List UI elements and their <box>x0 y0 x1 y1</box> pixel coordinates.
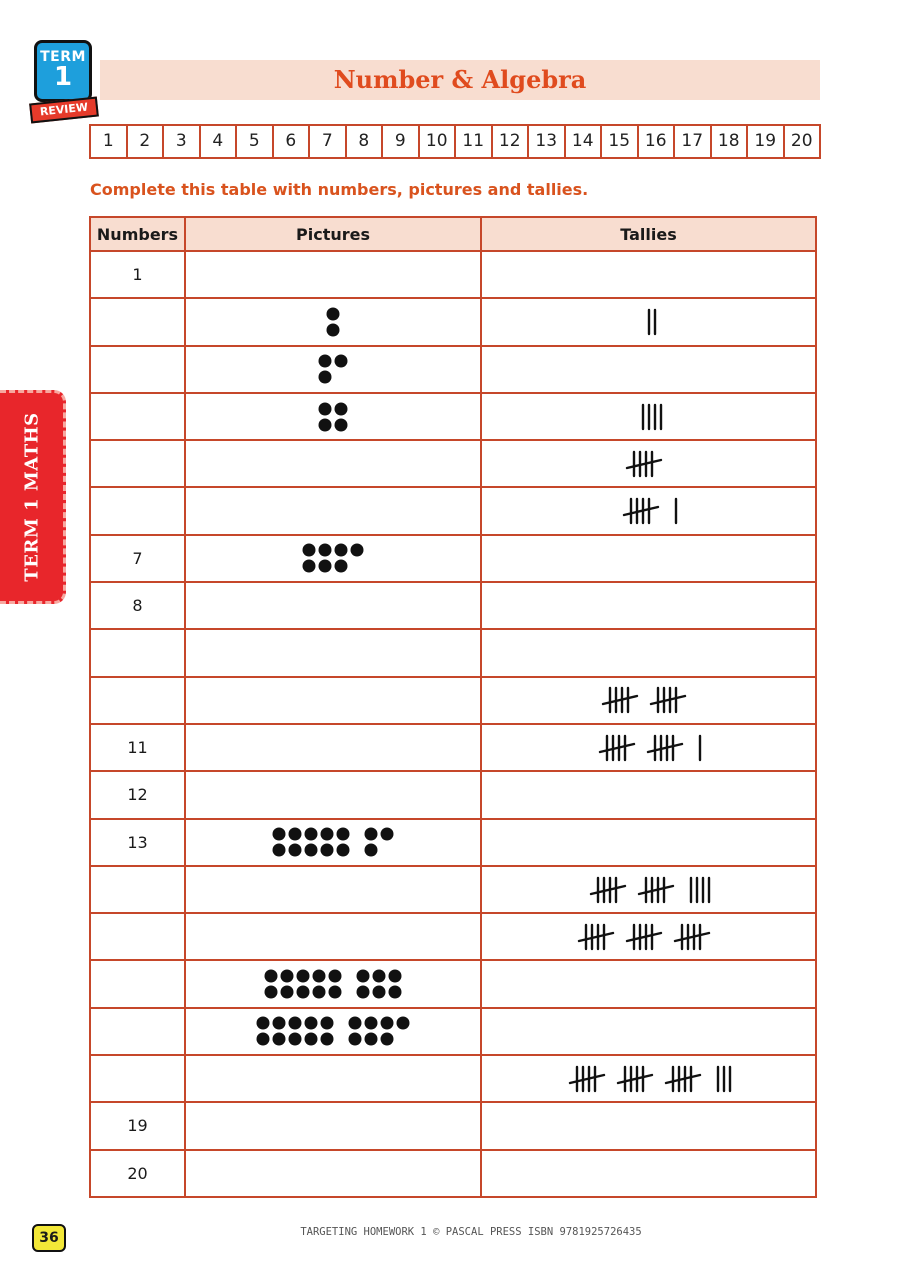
table-row <box>91 865 815 912</box>
picture-dot <box>297 970 310 983</box>
picture-dot <box>257 1033 270 1046</box>
number-cell[interactable] <box>91 630 186 675</box>
picture-dot <box>357 986 370 999</box>
strip-number: 19 <box>748 126 785 157</box>
table-row <box>91 628 815 675</box>
pictures-cell[interactable] <box>186 347 482 392</box>
picture-dot <box>335 560 348 573</box>
pictures-cell[interactable] <box>186 725 482 770</box>
table-row <box>91 439 815 486</box>
tallies-cell[interactable] <box>482 867 815 912</box>
picture-dot <box>273 844 286 857</box>
picture-dot <box>335 544 348 557</box>
picture-dot <box>389 986 402 999</box>
picture-dot <box>281 970 294 983</box>
table-row <box>91 818 815 865</box>
pictures-cell[interactable] <box>186 867 482 912</box>
tallies-cell[interactable] <box>482 725 815 770</box>
picture-dot <box>327 323 340 336</box>
side-tab-label: TERM 1 MATHS <box>21 412 42 582</box>
tallies-cell[interactable] <box>482 820 815 865</box>
pictures-cell[interactable] <box>186 1056 482 1101</box>
number-cell[interactable]: 13 <box>91 820 186 865</box>
strip-number: 2 <box>128 126 165 157</box>
number-cell[interactable] <box>91 678 186 723</box>
tallies-cell[interactable] <box>482 1103 815 1148</box>
page-number: 36 <box>32 1224 66 1252</box>
picture-dot <box>351 544 364 557</box>
picture-dot <box>305 828 318 841</box>
pictures-cell[interactable] <box>186 583 482 628</box>
number-cell[interactable]: 8 <box>91 583 186 628</box>
pictures-cell[interactable] <box>186 961 482 1006</box>
number-cell[interactable] <box>91 347 186 392</box>
picture-dot <box>357 970 370 983</box>
pictures-cell[interactable] <box>186 678 482 723</box>
pictures-cell[interactable] <box>186 914 482 959</box>
pictures-cell[interactable] <box>186 536 482 581</box>
table-row <box>91 959 815 1006</box>
number-strip <box>89 124 821 159</box>
picture-dot <box>303 544 316 557</box>
picture-dot <box>319 402 332 415</box>
picture-dot <box>289 828 302 841</box>
picture-dot <box>321 1033 334 1046</box>
table-row <box>91 1007 815 1054</box>
picture-dot <box>337 844 350 857</box>
pictures-cell[interactable] <box>186 1103 482 1148</box>
table-row <box>91 250 815 297</box>
table-row <box>91 486 815 533</box>
tallies-cell[interactable] <box>482 299 815 344</box>
tallies-cell[interactable] <box>482 1009 815 1054</box>
picture-dot <box>273 828 286 841</box>
picture-dot <box>327 307 340 320</box>
strip-number: 4 <box>201 126 238 157</box>
tallies-cell[interactable] <box>482 347 815 392</box>
term-tile <box>34 40 92 102</box>
strip-number: 12 <box>493 126 530 157</box>
tally-mark <box>618 1075 652 1083</box>
tally-mark <box>666 1075 700 1083</box>
strip-number: 10 <box>420 126 457 157</box>
number-cell[interactable]: 20 <box>91 1151 186 1196</box>
picture-dot <box>319 371 332 384</box>
pictures-cell[interactable] <box>186 630 482 675</box>
strip-number: 15 <box>602 126 639 157</box>
tally-mark <box>627 933 661 941</box>
tally-mark <box>627 460 661 468</box>
tallies-cell[interactable] <box>482 583 815 628</box>
picture-dot <box>305 844 318 857</box>
tallies-cell[interactable] <box>482 1056 815 1101</box>
picture-dot <box>329 986 342 999</box>
picture-dot <box>349 1033 362 1046</box>
picture-dot <box>257 1017 270 1030</box>
picture-dot <box>265 986 278 999</box>
table-row <box>91 534 815 581</box>
picture-dot <box>365 1017 378 1030</box>
number-cell[interactable]: 19 <box>91 1103 186 1148</box>
tallies-cell[interactable] <box>482 488 815 533</box>
tallies-cell[interactable] <box>482 914 815 959</box>
header-tallies: Tallies <box>620 224 677 244</box>
tally-mark <box>624 507 658 515</box>
picture-dot <box>321 844 334 857</box>
table-row <box>91 676 815 723</box>
tally-mark <box>603 696 637 704</box>
picture-dot <box>319 544 332 557</box>
page-title: Number & Algebra <box>333 65 587 94</box>
number-cell[interactable] <box>91 441 186 486</box>
number-cell[interactable] <box>91 1009 186 1054</box>
strip-number: 3 <box>164 126 201 157</box>
instruction: Complete this table with numbers, pictures and tallies. <box>90 180 589 199</box>
picture-dot <box>303 560 316 573</box>
tally-mark <box>591 886 625 894</box>
picture-dot <box>381 828 394 841</box>
strip-number: 11 <box>456 126 493 157</box>
pictures-cell[interactable] <box>186 820 482 865</box>
strip-number: 7 <box>310 126 347 157</box>
picture-dot <box>381 1017 394 1030</box>
picture-dot <box>349 1017 362 1030</box>
number-cell[interactable] <box>91 867 186 912</box>
pictures-cell[interactable] <box>186 1009 482 1054</box>
pictures-cell[interactable] <box>186 1151 482 1196</box>
picture-dot <box>297 986 310 999</box>
picture-dot <box>319 355 332 368</box>
table-row <box>91 392 815 439</box>
table-row <box>91 912 815 959</box>
picture-dot <box>313 986 326 999</box>
table-row <box>91 1149 815 1196</box>
pictures-cell[interactable] <box>186 394 482 439</box>
picture-dot <box>335 418 348 431</box>
number-cell[interactable] <box>91 914 186 959</box>
tally-mark <box>675 933 709 941</box>
strip-number: 8 <box>347 126 384 157</box>
picture-dot <box>381 1033 394 1046</box>
picture-dot <box>319 560 332 573</box>
table-row <box>91 345 815 392</box>
picture-dot <box>281 986 294 999</box>
pictures-cell[interactable] <box>186 488 482 533</box>
picture-dot <box>335 402 348 415</box>
picture-dot <box>313 970 326 983</box>
tallies-cell[interactable] <box>482 252 815 297</box>
tallies-cell[interactable] <box>482 441 815 486</box>
strip-number: 17 <box>675 126 712 157</box>
tallies-cell[interactable] <box>482 678 815 723</box>
footer-credit: TARGETING HOMEWORK 1 © PASCAL PRESS ISBN 9781925726435 <box>300 1226 642 1238</box>
picture-dot <box>389 970 402 983</box>
tally-mark <box>639 886 673 894</box>
pictures-cell[interactable] <box>186 252 482 297</box>
picture-dot <box>305 1017 318 1030</box>
review-ribbon: REVIEW <box>29 97 99 124</box>
tally-mark <box>648 744 682 752</box>
table-row <box>91 1054 815 1101</box>
strip-number: 1 <box>91 126 128 157</box>
tallies-cell[interactable] <box>482 536 815 581</box>
strip-number: 20 <box>790 131 813 151</box>
number-cell[interactable] <box>91 394 186 439</box>
picture-dot <box>289 1033 302 1046</box>
pictures-cell[interactable] <box>186 441 482 486</box>
tallies-cell[interactable] <box>482 1151 815 1196</box>
strip-number: 9 <box>383 126 420 157</box>
table-header-row <box>91 218 815 250</box>
picture-dot <box>319 418 332 431</box>
picture-dot <box>373 970 386 983</box>
number-cell[interactable]: 7 <box>91 536 186 581</box>
title-band <box>100 60 820 100</box>
header-numbers: Numbers <box>91 218 186 250</box>
picture-dot <box>289 844 302 857</box>
picture-dot <box>337 828 350 841</box>
strip-number: 13 <box>529 126 566 157</box>
number-cell[interactable] <box>91 1056 186 1101</box>
number-cell[interactable]: 1 <box>91 252 186 297</box>
picture-dot <box>329 970 342 983</box>
header-pictures: Pictures <box>186 218 482 250</box>
number-cell[interactable] <box>91 299 186 344</box>
table-row <box>91 770 815 817</box>
term-number: 1 <box>53 62 73 92</box>
picture-dot <box>397 1017 410 1030</box>
picture-dot <box>321 828 334 841</box>
strip-number: 14 <box>566 126 603 157</box>
term-review-badge <box>30 40 100 130</box>
number-cell[interactable]: 11 <box>91 725 186 770</box>
side-tab <box>0 390 66 604</box>
term-word: TERM <box>40 49 86 65</box>
strip-number: 5 <box>237 126 274 157</box>
table-row <box>91 297 815 344</box>
table-row <box>91 1101 815 1148</box>
picture-dot <box>365 844 378 857</box>
tallies-cell[interactable] <box>482 394 815 439</box>
picture-dot <box>265 970 278 983</box>
picture-dot <box>373 986 386 999</box>
picture-dot <box>289 1017 302 1030</box>
table-row <box>91 723 815 770</box>
picture-dot <box>365 828 378 841</box>
picture-dot <box>305 1033 318 1046</box>
number-cell[interactable] <box>91 488 186 533</box>
tally-mark <box>651 696 685 704</box>
picture-dot <box>321 1017 334 1030</box>
picture-dot <box>335 355 348 368</box>
tallies-cell[interactable] <box>482 630 815 675</box>
strip-number: 6 <box>274 126 311 157</box>
picture-dot <box>273 1033 286 1046</box>
tally-mark <box>579 933 613 941</box>
table-row <box>91 581 815 628</box>
tally-mark <box>570 1075 604 1083</box>
tally-mark <box>600 744 634 752</box>
picture-dot <box>365 1033 378 1046</box>
numbers-pictures-tallies-table <box>89 216 817 1198</box>
pictures-cell[interactable] <box>186 772 482 817</box>
number-cell[interactable] <box>91 961 186 1006</box>
strip-number: 16 <box>639 126 676 157</box>
tallies-cell[interactable] <box>482 961 815 1006</box>
tallies-cell[interactable] <box>482 772 815 817</box>
strip-number: 18 <box>712 126 749 157</box>
picture-dot <box>273 1017 286 1030</box>
pictures-cell[interactable] <box>186 299 482 344</box>
number-cell[interactable]: 12 <box>91 772 186 817</box>
